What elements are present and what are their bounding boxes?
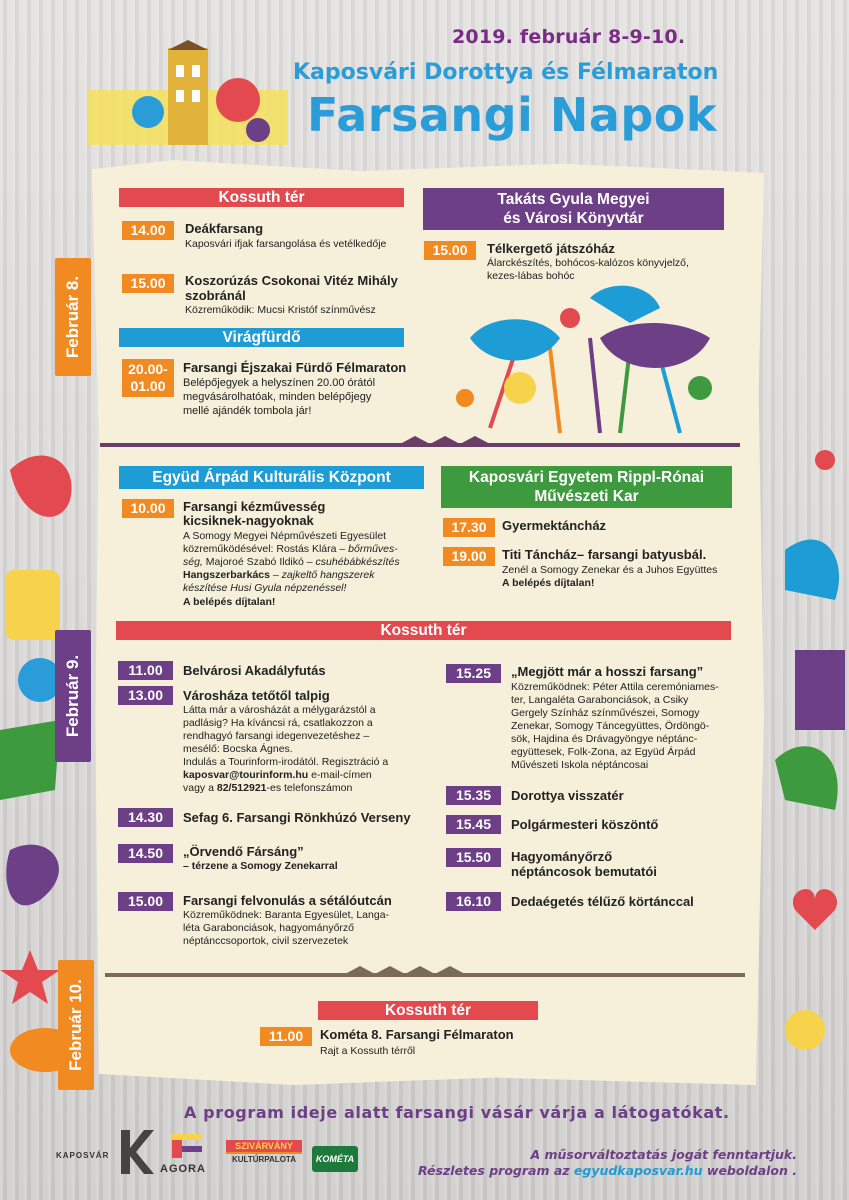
event-desc: léta Garabonciások, hagyományőrző: [183, 922, 355, 934]
event-title: Gyermektáncház: [502, 518, 607, 533]
event-title: Dedaégetés télűző körtánccal: [511, 894, 694, 909]
event-desc: – térzene a Somogy Zenekarral: [183, 860, 338, 872]
header-line: Művészeti Kar: [534, 488, 639, 505]
flag-shape-icon: [0, 720, 60, 800]
mask-icon: [216, 78, 260, 122]
time-badge: 14.30: [118, 808, 173, 827]
event-title: Koszorúzás Csokonai Vitéz Mihály: [185, 273, 398, 288]
desc-italic: csuhébábkészítés: [315, 556, 400, 568]
desc-italic: készítése Husi Gyula népzenéssel!: [183, 582, 347, 594]
time-badge: 13.00: [118, 686, 173, 705]
event-desc: Álarckészítés, bohócos-kalózos könyvjelző,: [487, 257, 689, 269]
time-badge: 15.50: [446, 848, 501, 867]
event-title: Farsangi Éjszakai Fürdő Félmaraton: [183, 360, 407, 375]
footer-text: Részletes program az: [418, 1163, 574, 1178]
time-badge: [122, 359, 174, 397]
section-header-kossuth: Kossuth tér: [116, 621, 731, 640]
logo-text: SZIVÁRVÁNY: [226, 1140, 302, 1152]
event-title: kicsiknek-nagyoknak: [183, 513, 314, 528]
event-desc: mesélő: Bocska Ágnes.: [183, 743, 293, 755]
event-desc: A Somogy Megyei Népművészeti Egyesület: [183, 530, 387, 542]
kometa-logo: [312, 1146, 358, 1172]
kaposvar-k-logo-icon: [116, 1128, 156, 1176]
event-desc: [183, 782, 352, 795]
event-desc: mellé ajándék tombola jár!: [183, 405, 312, 417]
time-badge: 15.00: [424, 241, 476, 260]
day-tab-feb8: Február 8.: [55, 258, 91, 376]
time-badge: 15.00: [122, 274, 174, 293]
time-badge: 11.00: [118, 661, 173, 680]
section-divider: [100, 430, 740, 450]
decor-right-carnival-shapes: [765, 430, 849, 1130]
header-townhall-illustration: [88, 40, 288, 150]
event-desc: Zenekar, Somogy Táncegyüttes, Ördöngö-: [511, 720, 710, 732]
event-title: szobránál: [185, 288, 246, 303]
mask-icon: [132, 96, 164, 128]
event-desc: sök, Hajdina és Drávagyöngye néptánc-: [511, 733, 698, 745]
desc-italic: – zajkeltő hangszerek: [269, 569, 375, 581]
time-badge: 15.35: [446, 786, 501, 805]
event-title: Polgármesteri köszöntő: [511, 817, 659, 832]
confetti-icon: [456, 389, 474, 407]
mask-icon: [470, 319, 560, 360]
hat-shape-icon: [5, 570, 60, 640]
time-badge: 10.00: [122, 499, 174, 518]
event-desc: rendhagyó farsangi idegenvezetéshez –: [183, 730, 370, 742]
section-header-egyetem: [441, 466, 732, 508]
header-line: Takáts Gyula Megyei: [497, 191, 650, 208]
event-desc: Látta már a városházát a mélygarázstól a: [183, 704, 376, 716]
website-link[interactable]: egyudkaposvar.hu: [573, 1163, 703, 1178]
event-desc: néptánccsoportok, civil szervezetek: [183, 935, 349, 947]
event-title: Deákfarsang: [185, 221, 264, 236]
event-desc: [183, 556, 400, 569]
star-icon: [0, 950, 60, 1004]
event-title: Kométa 8. Farsangi Félmaraton: [320, 1027, 514, 1042]
logo-text: KAPOSVÁR: [56, 1150, 110, 1160]
logo-text: KOMÉTA: [315, 1154, 355, 1164]
event-title: Dorottya visszatér: [511, 788, 624, 803]
header-line: és Városi Könyvtár: [503, 210, 644, 227]
event-title: Farsangi Napok: [307, 88, 717, 142]
heart-icon: [793, 889, 837, 930]
phone-number: 82/512921: [216, 782, 267, 794]
agora-logo: [160, 1134, 220, 1174]
bow-tie-icon: [590, 286, 660, 323]
event-subtitle: Kaposvári Dorottya és Félmaraton: [293, 60, 719, 85]
mask-shape-icon: [10, 456, 72, 517]
logo-text: AGORA: [160, 1163, 206, 1175]
section-header-kossuth: Kossuth tér: [318, 1001, 538, 1020]
event-title: „Örvendő Fársáng”: [183, 844, 304, 859]
event-desc: Rajt a Kossuth térről: [320, 1045, 416, 1057]
event-desc: Művészeti Iskola néptáncosai: [511, 759, 649, 771]
confetti-icon: [688, 376, 712, 400]
townhall-tower-icon: [168, 48, 208, 145]
footer-note-line: [418, 1163, 797, 1179]
header-line: Kaposvári Egyetem Rippl-Rónai: [468, 469, 705, 486]
event-desc: együttesek, Folk-Zona, az Együd Árpád: [511, 746, 696, 758]
event-title: Farsangi felvonulás a sétálóutcán: [183, 893, 392, 908]
hat-shape-icon: [795, 650, 845, 730]
event-title: Télkergető játszóház: [487, 241, 615, 256]
event-title: Titi Táncház– farsangi batyusbál.: [502, 547, 707, 562]
event-desc: [183, 543, 398, 556]
event-desc: Gergely Színház színművészei, Somogy: [511, 707, 700, 719]
desc-text: -es telefonszámon: [266, 782, 353, 794]
footer-fair-notice: A program ideje alatt farsangi vásár várja a látogatókat.: [184, 1103, 730, 1122]
leaf-shape-icon: [775, 746, 838, 810]
confetti-icon: [560, 308, 580, 328]
event-desc: Indulás a Tourinform-irodától. Regisztráció a: [183, 756, 389, 768]
event-title: Városháza tetőtől talpig: [183, 688, 330, 703]
event-title: Farsangi kézművesség: [183, 499, 326, 514]
mask-shape-icon: [6, 845, 59, 906]
confetti-icon: [504, 372, 536, 404]
mask-shape-icon: [785, 540, 839, 600]
confetti-icon: [815, 450, 835, 470]
desc-italic: ség,: [183, 556, 203, 568]
event-desc: megvásárolhatóak, minden belépőjegy: [183, 391, 372, 403]
time-badge: 16.10: [446, 892, 501, 911]
carnival-masks-illustration: [450, 278, 740, 438]
szivarvany-logo: [226, 1140, 302, 1166]
event-note: A belépés díjtalan!: [183, 596, 276, 608]
event-desc: padlásig? Ha kíváncsi rá, csatlakozzon a: [183, 717, 373, 729]
section-header-kossuth: Kossuth tér: [119, 188, 404, 207]
desc-text: közreműködésével: Rostás Klára –: [183, 543, 349, 555]
footer-note-line: A műsorváltoztatás jogát fenntartjuk.: [530, 1147, 797, 1162]
event-desc: kezes-lábas bohóc: [487, 270, 575, 282]
time-badge: 14.00: [122, 221, 174, 240]
email-link[interactable]: kaposvar@tourinform.hu: [183, 769, 309, 781]
time-badge: 11.00: [260, 1027, 312, 1046]
confetti-icon: [246, 118, 270, 142]
event-title: Hagyományőrző: [511, 849, 613, 864]
time-badge: 19.00: [443, 547, 495, 566]
event-title: „Megjött már a hosszi farsang”: [511, 664, 704, 679]
desc-text: Majoroé Szabó Ildikó –: [202, 556, 316, 568]
event-desc: ter, Langaléta Garabonciások, a Csiky: [511, 694, 689, 706]
section-header-viragfurdo: Virágfürdő: [119, 328, 404, 347]
section-header-egyud: Együd Árpád Kulturális Központ: [119, 466, 424, 489]
event-desc: Belépőjegyek a helyszínen 20.00 órától: [183, 377, 376, 389]
day-tab-feb10: Február 10.: [58, 960, 94, 1090]
time-badge: 14.50: [118, 844, 173, 863]
day-tab-feb9: Február 9.: [55, 630, 91, 762]
desc-bold: Hangszerbarkács: [183, 569, 270, 581]
time-end: 01.00: [130, 378, 166, 394]
event-desc: Közreműködnek: Péter Attila ceremóniames-: [511, 681, 719, 693]
footer-text: weboldalon .: [702, 1163, 797, 1178]
event-title: Sefag 6. Farsangi Rönkhúzó Verseny: [183, 810, 411, 825]
time-badge: 15.00: [118, 892, 173, 911]
event-title: néptáncosok bemutatói: [511, 864, 657, 879]
section-header-konyvtar: [423, 188, 724, 230]
time-badge: 15.45: [446, 815, 501, 834]
event-desc: Kaposvári ifjak farsangolása és vetélkedője: [185, 238, 387, 250]
balloon-icon: [785, 1010, 825, 1050]
time-badge: 17.30: [443, 518, 495, 537]
desc-text: e-mail-címen: [308, 769, 372, 781]
time-badge: 15.25: [446, 664, 501, 683]
event-date: 2019. február 8-9-10.: [452, 26, 686, 48]
event-title: Belvárosi Akadályfutás: [183, 663, 326, 678]
section-divider: [105, 958, 745, 980]
event-desc: [183, 769, 372, 782]
time-start: 20.00-: [128, 361, 168, 377]
event-desc: [183, 569, 374, 582]
event-desc: Közreműködnek: Baranta Egyesület, Langa-: [183, 909, 390, 921]
mask-icon: [600, 323, 710, 368]
agora-logo-icon: [160, 1134, 220, 1158]
desc-text: vagy a: [183, 782, 217, 794]
event-desc: Zenél a Somogy Zenekar és a Juhos Együttes: [502, 564, 718, 576]
event-note: A belépés díjtalan!: [502, 577, 595, 589]
logo-text: KULTÚRPALOTA: [226, 1152, 302, 1166]
event-desc: [183, 582, 346, 595]
kaposvar-logo: [56, 1140, 116, 1170]
event-desc: Közreműködik: Mucsi Kristóf színművész: [185, 304, 376, 316]
desc-italic: bőrműves-: [348, 543, 398, 555]
footer-note: [418, 1147, 797, 1179]
